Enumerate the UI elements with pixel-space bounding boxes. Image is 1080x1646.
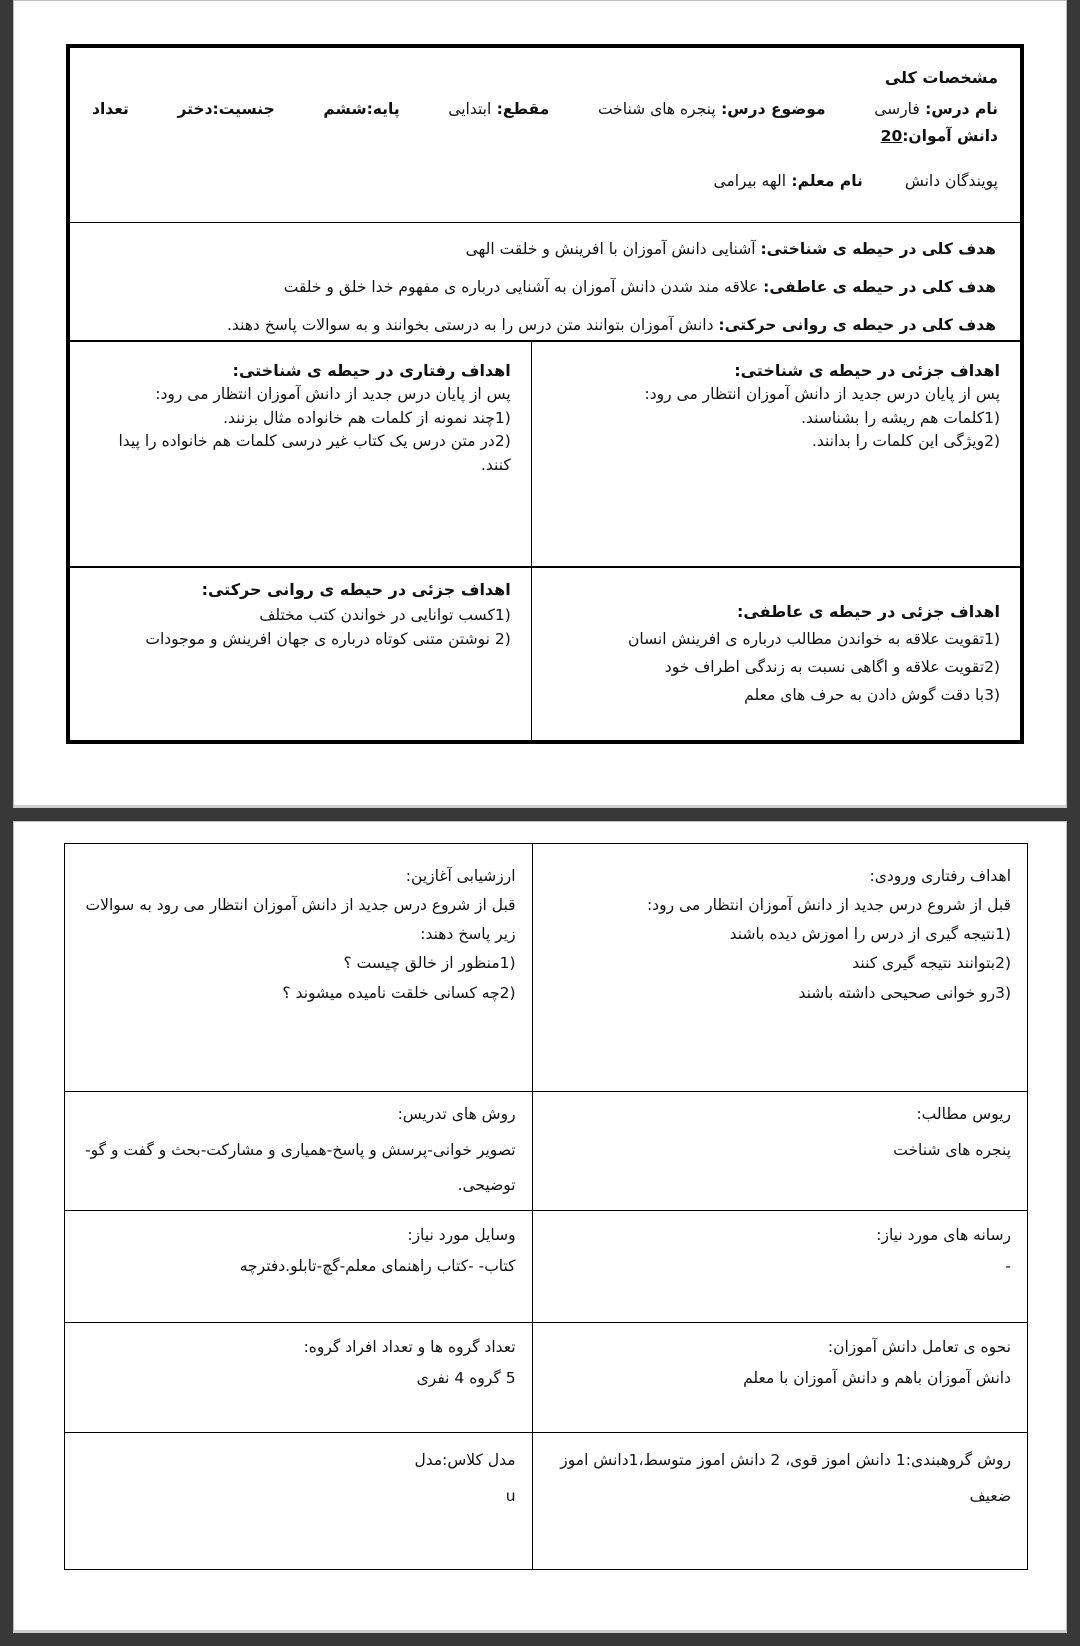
objectives-row-2 [70, 568, 1020, 740]
cell-title: وسایل مورد نیاز: [407, 1226, 516, 1244]
document-page-2 [13, 821, 1067, 1633]
lesson-plan-table-1 [66, 44, 1024, 744]
general-goals-cell [70, 223, 1020, 342]
list-item: 1)چند نمونه از کلمات هم خانواده مثال بزنند. [223, 408, 511, 427]
cell-text: پنجره های شناخت [893, 1140, 1011, 1159]
grouping-method-cell [532, 1433, 1027, 1569]
list-item: 2)ویژگی این کلمات را بدانند. [811, 432, 1000, 451]
partial-psychomotor-cell: اهداف جزئی در حیطه ی روانی حرکتی: 1)کسب توانایی در خواندن کتب مختلف 2) نوشتن متنی کوتاه درباره ی جهان افرینش و موجودات [70, 568, 531, 740]
field-count-word: تعداد [92, 100, 129, 118]
cell-title: نحوه ی تعامل دانش آموزان: [827, 1338, 1011, 1356]
goal-affective: هدف کلی در حیطه ی عاطفی: علاقه مند شدن دانش آموزان به آشنایی درباره ی مفهوم خدا خلق و خلقت [283, 277, 996, 296]
header-fields-row [92, 100, 998, 118]
row-media-materials [65, 1211, 1027, 1323]
cell-text: u [505, 1487, 516, 1506]
goal-cognitive: هدف کلی در حیطه ی شناختی: آشنایی دانش آموزان با افرینش و خلقت الهی [465, 240, 996, 258]
list-item: 2)تقویت علاقه و اگاهی نسبت به زندگی اطراف خود [664, 658, 1000, 677]
class-model-cell [65, 1433, 532, 1569]
list-item: 1)کسب توانایی در خواندن کتب مختلف [259, 605, 511, 624]
goal-psychomotor: هدف کلی در حیطه ی روانی حرکتی: دانش آموزان بتوانند متن درس را به درستی بخوانند و به سوالات پاسخ دهند. [227, 315, 996, 334]
cell-text: - [1005, 1257, 1011, 1275]
school-teacher-line [92, 172, 998, 190]
cell-title: روش های تدریس: [397, 1105, 516, 1123]
cell-title: تعداد گروه ها و تعداد افراد گروه: [303, 1338, 516, 1356]
cell-text: روش گروهبندی:1 دانش اموز قوی، 2 دانش اموز متوسط،1دانش اموز ضعیف [560, 1451, 1011, 1506]
field-grade: پایه:ششم [323, 100, 400, 118]
field-school-level: مقطع: ابتدایی [448, 100, 550, 118]
intro-line: پس از پایان درس جدید از دانش آموزان انتظار می رود: [155, 385, 511, 404]
list-item: 2)بتوانند نتیجه گیری کنند [852, 954, 1011, 973]
intro-line: پس از پایان درس جدید از دانش آموزان انتظار می رود: [644, 385, 1000, 404]
interaction-cell [532, 1323, 1027, 1432]
list-item: 2)در متن درس یک کتاب غیر درسی کلمات هم خانواده را پیدا کنند. [118, 432, 511, 474]
teacher-name: نام معلم: الهه بیرامی [713, 172, 863, 190]
row-grouping-classmodel [65, 1433, 1027, 1569]
partial-affective-cell: اهداف جزئی در حیطه ی عاطفی: 1)تقویت علاقه به خواندن مطالب درباره ی افرینش انسان 2)تقویت علاقه و اگاهی نسبت به زندگی اطراف خود 3)با دقت گوش دادن به حرف های معلم [531, 568, 1020, 740]
topics-cell [532, 1092, 1027, 1210]
cell-text: 5 گروه 4 نفری [416, 1369, 516, 1387]
row-topics-methods [65, 1092, 1027, 1211]
list-item: 1)منظور از خالق چیست ؟ [343, 954, 516, 973]
general-info-cell [70, 48, 1020, 223]
groups-cell [65, 1323, 532, 1432]
list-item: 1)نتیجه گیری از درس را اموزش دیده باشند [729, 925, 1011, 944]
list-item: 2)چه کسانی خلقت نامیده میشوند ؟ [282, 983, 516, 1002]
list-item: 1)تقویت علاقه به خواندن مطالب درباره ی افرینش انسان [627, 630, 1000, 649]
section-title: مشخصات کلی [884, 68, 998, 87]
row-interaction-groups [65, 1323, 1027, 1433]
list-item: 3)رو خوانی صحیحی داشته باشند [798, 983, 1011, 1002]
field-course-name: نام درس: فارسی [874, 100, 998, 118]
lesson-plan-table-2 [64, 843, 1028, 1570]
list-item: 1)کلمات هم ریشه را بشناسند. [801, 408, 1000, 427]
students-count-value: 20 [880, 127, 903, 145]
media-needed-cell [532, 1211, 1027, 1322]
row-entry-behavior [65, 844, 1027, 1092]
school-name: پویندگان دانش [904, 172, 998, 190]
behavioral-cognitive-cell: اهداف رفتاری در حیطه ی شناختی: پس از پایان درس جدید از دانش آموزان انتظار می رود: 1)چند نمونه از کلمات هم خانواده مثال بزنند. 2)در متن درس یک کتاب غیر درسی کلمات هم خانواده را پیدا کنند. [70, 342, 531, 566]
initial-evaluation-cell [65, 844, 532, 1091]
cell-title: رسانه های مورد نیاز: [876, 1226, 1011, 1244]
partial-cognitive-cell: اهداف جزئی در حیطه ی شناختی: پس از پایان درس جدید از دانش آموزان انتظار می رود: 1)کلمات هم ریشه را بشناسند. 2)ویژگی این کلمات را بدانند. [531, 342, 1020, 566]
list-item: 2) نوشتن متنی کوتاه درباره ی جهان افرینش و موجودات [145, 629, 511, 648]
entry-behavioral-cell [532, 844, 1027, 1091]
objectives-row-1 [70, 342, 1020, 568]
intro-line: قبل از شروع درس جدید از دانش آموزان انتظار می رود به سوالات زیر پاسخ دهند: [85, 896, 516, 944]
cell-text: کتاب- -کتاب راهنمای معلم-گچ-تابلو.دفترچه [239, 1257, 516, 1275]
document-page-1 [13, 0, 1067, 808]
field-lesson-subject: موضوع درس: پنجره های شناخت [597, 100, 826, 118]
materials-needed-cell [65, 1211, 532, 1322]
cell-title: ریوس مطالب: [916, 1105, 1011, 1123]
cell-title: اهداف رفتاری ورودی: [869, 867, 1011, 885]
intro-line: قبل از شروع درس جدید از دانش آموزان انتظار می رود: [646, 896, 1011, 915]
cell-title: ارزشیابی آغازین: [405, 867, 516, 885]
cell-title: مدل کلاس:مدل [414, 1451, 516, 1469]
students-count-line: دانش آموان:20 [880, 127, 998, 145]
list-item: 3)با دقت گوش دادن به حرف های معلم [744, 685, 1000, 704]
field-gender: جنسیت:دختر [177, 100, 275, 118]
cell-text: دانش آموزان باهم و دانش آموزان با معلم [743, 1369, 1011, 1387]
cell-text: تصویر خوانی-پرسش و پاسخ-همیاری و مشارکت-بحث و گفت و گو-توضیحی. [85, 1140, 516, 1195]
teaching-methods-cell [65, 1092, 532, 1210]
